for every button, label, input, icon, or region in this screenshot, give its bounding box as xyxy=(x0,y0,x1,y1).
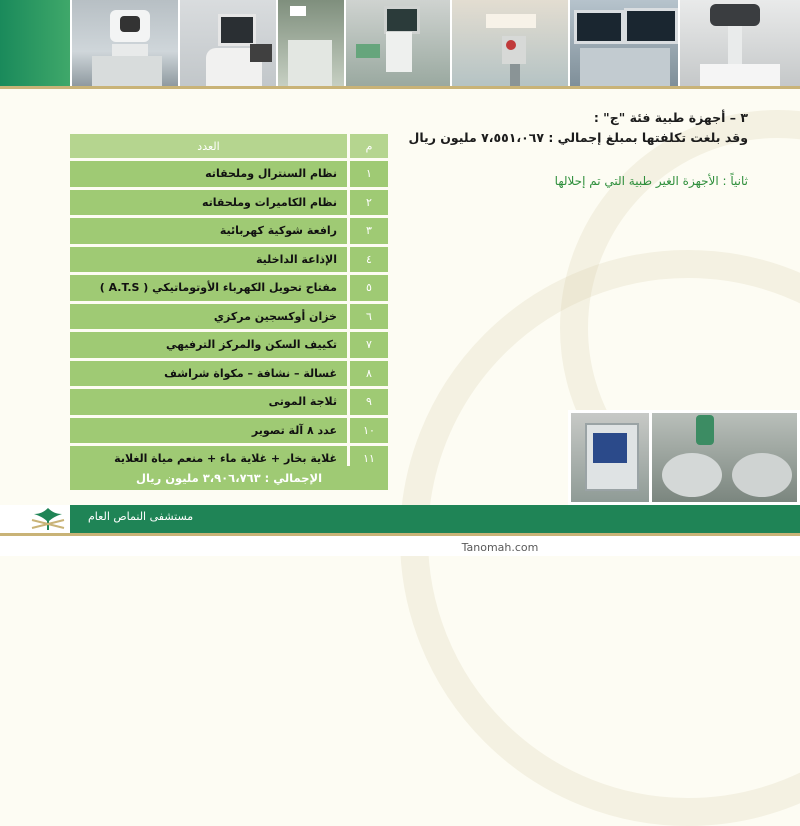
column-header-name: العدد xyxy=(70,134,347,158)
row-item-name: غسالة – نشافة – مكواة شراشف xyxy=(70,361,347,387)
table-row xyxy=(70,418,388,444)
row-item-name: الإذاعة الداخلية xyxy=(70,247,347,273)
table-row xyxy=(70,304,388,330)
row-number: ١٠ xyxy=(347,418,388,444)
equipment-photo xyxy=(344,0,452,86)
equipment-photo xyxy=(568,0,680,86)
section-heading: ٣ – أجهزة طبية فئة "ج" : xyxy=(593,110,748,125)
row-number: ٥ xyxy=(347,275,388,301)
equipment-photo xyxy=(652,413,797,502)
banner-divider xyxy=(0,86,800,89)
equipment-photo xyxy=(678,0,800,86)
table-row xyxy=(70,161,388,187)
equipment-photo xyxy=(571,413,649,502)
watermark-bar xyxy=(0,536,800,556)
table-row xyxy=(70,218,388,244)
table-row xyxy=(70,247,388,273)
table-row xyxy=(70,389,388,415)
hospital-name: مستشفى النماص العام xyxy=(88,510,194,523)
column-header-number: م xyxy=(347,134,388,158)
row-number: ٤ xyxy=(347,247,388,273)
row-item-name: مفتاح تحويل الكهرباء الأوتوماتيكي ( A.T.S ) xyxy=(70,275,347,301)
row-item-name: ثلاجة الموتى xyxy=(70,389,347,415)
table-row xyxy=(70,332,388,358)
non-medical-subheading: ثانياً : الأجهزة الغير طبية التي تم إحلالها xyxy=(554,174,748,188)
row-item-name: رافعة شوكية كهربائية xyxy=(70,218,347,244)
row-item-name: تكييف السكن والمركز الترفيهي xyxy=(70,332,347,358)
row-item-name: خزان أوكسجين مركزي xyxy=(70,304,347,330)
equipment-photo xyxy=(276,0,346,86)
table-row xyxy=(70,361,388,387)
row-number: ٩ xyxy=(347,389,388,415)
row-number: ٦ xyxy=(347,304,388,330)
row-number: ٢ xyxy=(347,190,388,216)
equipment-photo xyxy=(178,0,278,86)
equipment-photo xyxy=(450,0,570,86)
watermark-text: Tanomah.com xyxy=(461,541,539,554)
row-number: ٨ xyxy=(347,361,388,387)
equipment-photo xyxy=(70,0,180,86)
row-number: ٣ xyxy=(347,218,388,244)
row-item-name: نظام السنترال وملحقاته xyxy=(70,161,347,187)
table-header-row xyxy=(70,134,388,158)
row-number: ١ xyxy=(347,161,388,187)
ministry-logo-icon xyxy=(26,506,70,532)
row-item-name: نظام الكاميرات وملحقاته xyxy=(70,190,347,216)
row-number: ١١ xyxy=(347,446,388,472)
row-item-name: غلاية بخار + غلاية ماء + منعم مياة الغلاية xyxy=(70,446,347,472)
row-number: ٧ xyxy=(347,332,388,358)
row-item-name: عدد ٨ آلة تصوير xyxy=(70,418,347,444)
bottom-photo-frame xyxy=(568,410,800,505)
top-left-accent-bar xyxy=(0,0,70,86)
table-row xyxy=(70,190,388,216)
table-row xyxy=(70,275,388,301)
cost-summary-line: وقد بلغت تكلفتها بمبلغ إجمالي : ٧،٥٥١،٠٦٧ مليون ريال xyxy=(408,130,748,145)
table-total-row: الإجمالي : ٣،٩٠٦،٧٦٣ مليون ريال xyxy=(70,466,388,490)
equipment-table xyxy=(70,131,388,475)
